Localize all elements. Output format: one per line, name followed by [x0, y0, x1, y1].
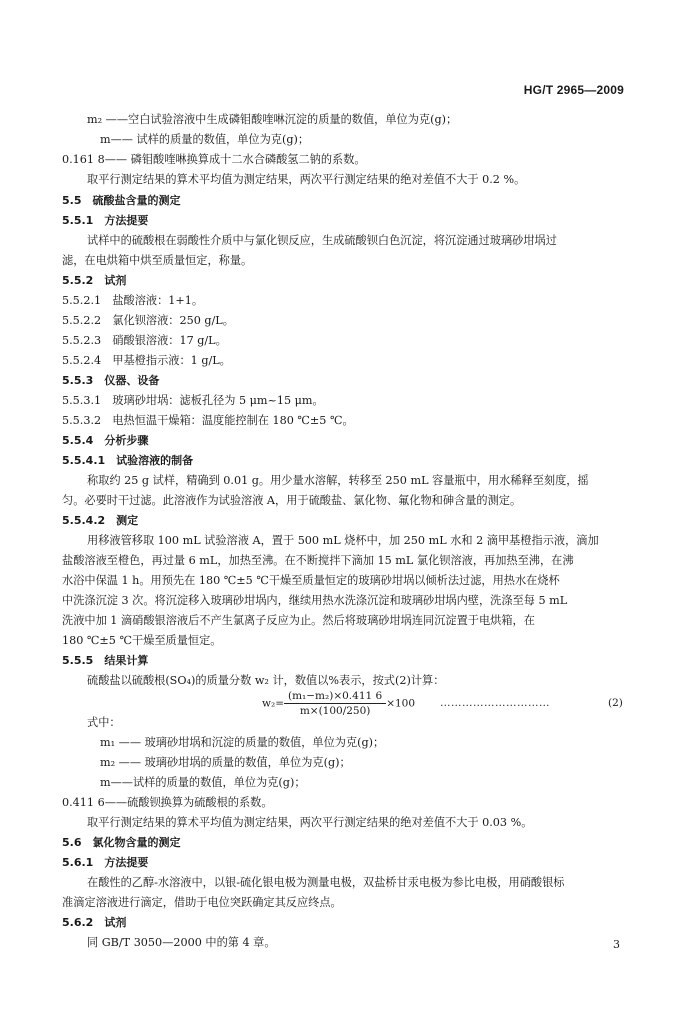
formula-leader-dots: …………………………	[440, 697, 550, 709]
formula-denominator: m×(100/250)	[299, 705, 371, 717]
paragraph-line: 准滴定溶液进行滴定，借助于电位突跃确定其反应终点。	[62, 896, 342, 909]
paragraph-line: 在酸性的乙醇-水溶液中，以银-硫化银电极为测量电极，双盐桥甘汞电极为参比电极，用硝酸银标	[87, 876, 565, 889]
paragraph-line: 盐酸溶液至橙色，再过量 6 mL，加热至沸。在不断搅拌下滴加 15 mL 氯化钡溶液，再加热至沸，在沸	[62, 554, 574, 567]
formula-multiplier: ×100	[386, 697, 416, 710]
formula-number: (2)	[608, 697, 623, 709]
page-number: 3	[613, 938, 620, 951]
definition-item: m₂ —— 玻璃砂坩埚的质量的数值，单位为克(g)；	[100, 756, 351, 769]
section-5-5-4-1-title: 5.5.4.1 试验溶液的制备	[62, 454, 194, 467]
formula-lhs: w₂=	[262, 697, 284, 710]
paragraph-line: 试样中的硫酸根在弱酸性介质中与氯化钡反应，生成硫酸钡白色沉淀，将沉淀通过玻璃砂坩埚过	[87, 234, 557, 247]
section-5-5-4-2-title: 5.5.4.2 测定	[62, 514, 139, 527]
section-5-6-title: 5.6 氯化物含量的测定	[62, 836, 181, 849]
formula-fraction	[284, 690, 386, 717]
section-5-5-2-title: 5.5.2 试剂	[62, 274, 127, 287]
result-rule: 取平行测定结果的算术平均值为测定结果，两次平行测定结果的绝对差值不大于 0.2 %。	[87, 173, 526, 186]
section-5-5-3-title: 5.5.3 仪器、设备	[62, 374, 160, 387]
section-5-5-title: 5.5 硫酸盐含量的测定	[62, 194, 181, 207]
formula-numerator: (m₁−m₂)×0.411 6	[284, 690, 386, 704]
section-5-5-1-title: 5.5.1 方法提要	[62, 214, 149, 227]
formula-2	[262, 690, 415, 717]
instrument-item: 5.5.3.2 电热恒温干燥箱：温度能控制在 180 ℃±5 ℃。	[62, 414, 354, 427]
section-5-6-1-title: 5.6.1 方法提要	[62, 856, 149, 869]
paragraph-line: 匀。必要时干过滤。此溶液作为试验溶液 A，用于硫酸盐、氯化物、氟化物和砷含量的测定。	[62, 494, 522, 507]
reagent-item: 5.5.2.1 盐酸溶液：1+1。	[62, 294, 204, 307]
definition-item: m₁ —— 玻璃砂坩埚和沉淀的质量的数值，单位为克(g)；	[100, 736, 385, 749]
paragraph-line: 同 GB/T 3050—2000 中的第 4 章。	[87, 936, 276, 949]
section-5-5-5-title: 5.5.5 结果计算	[62, 654, 149, 667]
paragraph-line: 滤，在电烘箱中烘至质量恒定，称量。	[62, 254, 253, 267]
definition-item: m——试样的质量的数值，单位为克(g)；	[100, 776, 306, 789]
calculation-intro: 硫酸盐以硫酸根(SO₄)的质量分数 w₂ 计，数值以%表示，按式(2)计算：	[87, 674, 445, 687]
reagent-item: 5.5.2.4 甲基橙指示液：1 g/L。	[62, 354, 231, 367]
paragraph-line: 用移液管移取 100 mL 试验溶液 A，置于 500 mL 烧杯中，加 250 mL 水和 2 滴甲基橙指示液，滴加	[87, 534, 599, 547]
reagent-item: 5.5.2.3 硝酸银溶液：17 g/L。	[62, 334, 227, 347]
section-5-6-2-title: 5.6.2 试剂	[62, 916, 127, 929]
standard-code: HG/T 2965—2009	[523, 83, 624, 97]
result-rule: 取平行测定结果的算术平均值为测定结果，两次平行测定结果的绝对差值不大于 0.03 %。	[87, 816, 533, 829]
definition-m: m—— 试样的质量的数值，单位为克(g)；	[100, 133, 310, 146]
definition-m2: m₂ ——空白试验溶液中生成磷钼酸喹啉沉淀的质量的数值，单位为克(g)；	[87, 113, 458, 126]
definition-item: 0.411 6——硫酸钡换算为硫酸根的系数。	[62, 796, 273, 809]
paragraph-line: 180 ℃±5 ℃干燥至质量恒定。	[62, 634, 222, 647]
section-5-5-4-title: 5.5.4 分析步骤	[62, 434, 149, 447]
where-label: 式中：	[87, 716, 121, 729]
paragraph-line: 中洗涤沉淀 3 次。将沉淀移入玻璃砂坩埚内，继续用热水洗涤沉淀和玻璃砂坩埚内壁，洗涤至每 5 mL	[62, 594, 568, 607]
reagent-item: 5.5.2.2 氯化钡溶液：250 g/L。	[62, 314, 234, 327]
paragraph-line: 水浴中保温 1 h。用预先在 180 ℃±5 ℃干燥至质量恒定的玻璃砂坩埚以倾析法过滤，用热水在烧杯	[62, 574, 560, 587]
instrument-item: 5.5.3.1 玻璃砂坩埚：滤板孔径为 5 μm~15 μm。	[62, 394, 324, 407]
definition-factor: 0.161 8—— 磷钼酸喹啉换算成十二水合磷酸氢二钠的系数。	[62, 153, 366, 166]
paragraph-line: 洗液中加 1 滴硝酸银溶液后不产生氯离子反应为止。然后将玻璃砂坩埚连同沉淀置于电烘箱，在	[62, 614, 535, 627]
paragraph-line: 称取约 25 g 试样，精确到 0.01 g。用少量水溶解，转移至 250 mL 容量瓶中，用水稀释至刻度，摇	[87, 474, 589, 487]
